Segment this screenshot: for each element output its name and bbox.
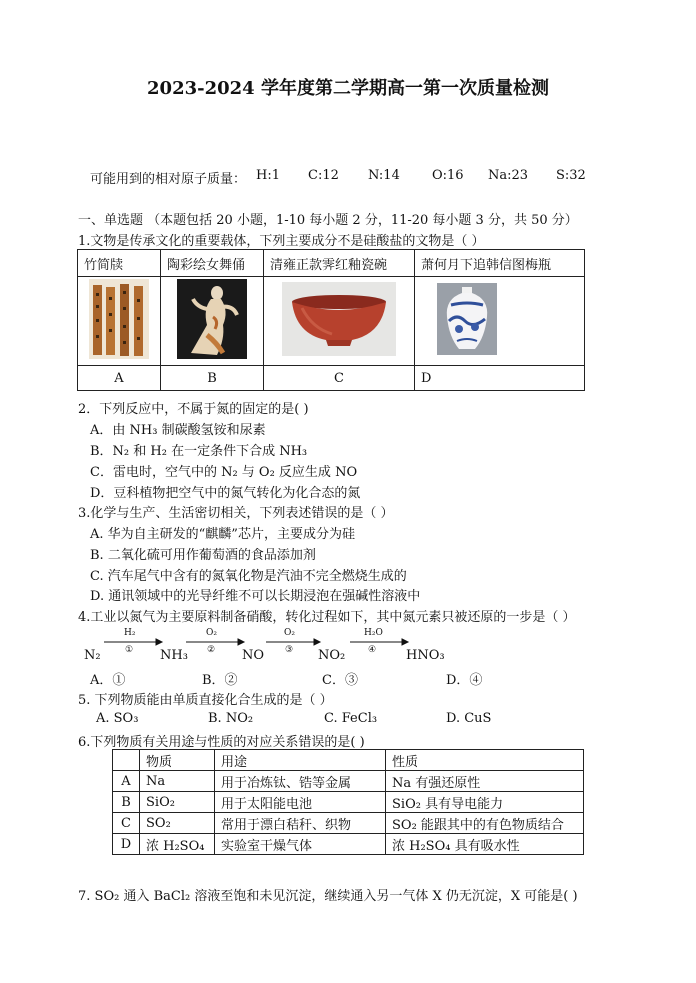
q3-option-b: B. 二氧化硫可用作葡萄酒的食品添加剂	[90, 548, 316, 563]
table-row	[113, 771, 584, 792]
q3-option-a: A. 华为自主研发的“麒麟”芯片，主要成分为硅	[90, 527, 355, 542]
q6-header-blank	[113, 750, 140, 771]
atomic-mass-s: S:32	[556, 168, 586, 183]
q4-option-c: C．③	[322, 673, 358, 688]
q6-row-c-label: C	[113, 813, 140, 834]
q1-label-c: C	[264, 366, 415, 391]
meiping-vase-image	[415, 277, 585, 366]
q4-reagent-o2-b: O₂	[284, 628, 295, 638]
q7-stem: 7. SO₂ 通入 BaCl₂ 溶液至饱和未见沉淀，继续通入另一气体 X 仍无沉淀，X 可能是( )	[78, 889, 578, 904]
q6-header-property: 性质	[386, 750, 584, 771]
q6-row-b-property: SiO₂ 具有导电能力	[386, 792, 584, 813]
q5-option-a: A. SO₃	[96, 711, 139, 726]
q1-label-b: B	[161, 366, 264, 391]
table-row	[113, 792, 584, 813]
atomic-mass-o: O:16	[432, 168, 464, 183]
q6-row-a-substance: Na	[140, 771, 215, 792]
q5-option-b: B. NO₂	[208, 711, 254, 726]
q6-row-b-substance: SiO₂	[140, 792, 215, 813]
q1-header-d: 萧何月下追韩信图梅瓶	[415, 250, 585, 277]
q1-header-c: 清雍正款霁红釉瓷碗	[264, 250, 415, 277]
q6-stem: 6.下列物质有关用途与性质的对应关系错误的是( )	[78, 735, 365, 750]
q2-option-c: C．雷电时，空气中的 N₂ 与 O₂ 反应生成 NO	[90, 465, 358, 480]
q1-header-b: 陶彩绘女舞俑	[161, 250, 264, 277]
q5-stem: 5. 下列物质能由单质直接化合生成的是（ ）	[78, 693, 333, 708]
q2-option-d: D．豆科植物把空气中的氮气转化为化合态的氮	[90, 486, 361, 501]
q6-header-use: 用途	[215, 750, 386, 771]
atomic-mass-na: Na:23	[488, 168, 529, 183]
q4-reagent-o2-a: O₂	[206, 628, 217, 638]
q6-row-a-use: 用于冶炼钛、锆等金属	[215, 771, 386, 792]
q2-option-a: A．由 NH₃ 制碳酸氢铵和尿素	[90, 423, 266, 438]
q5-option-d: D. CuS	[446, 711, 492, 726]
q1-label-d: D	[415, 366, 585, 391]
q1-label-a: A	[78, 366, 161, 391]
table-row	[113, 813, 584, 834]
q6-row-d-label: D	[113, 834, 140, 855]
q4-stem: 4.工业以氮气为主要原料制备硝酸，转化过程如下，其中氮元素只被还原的一步是（ ）	[78, 610, 576, 625]
atomic-mass-n: N:14	[368, 168, 400, 183]
q3-stem: 3.化学与生产、生活密切相关，下列表述错误的是（ ）	[78, 506, 394, 521]
q4-step-3: ③	[285, 645, 294, 655]
q4-step-2: ②	[207, 645, 216, 655]
q6-table	[112, 749, 584, 855]
q4-species-no2: NO₂	[318, 648, 346, 663]
q5-option-c: C. FeCl₃	[324, 711, 378, 726]
red-glaze-bowl-image	[264, 277, 415, 366]
q6-row-d-property: 浓 H₂SO₄ 具有吸水性	[386, 834, 584, 855]
q4-step-1: ①	[125, 645, 134, 655]
q1-table	[77, 249, 585, 391]
q4-species-hno3: HNO₃	[406, 648, 445, 663]
page-title: 2023-2024 学年度第二学期高一第一次质量检测	[147, 78, 549, 99]
q4-option-b: B．②	[202, 673, 238, 688]
q6-header-substance: 物质	[140, 750, 215, 771]
atomic-mass-h: H:1	[256, 168, 280, 183]
q4-species-no: NO	[242, 648, 265, 663]
q6-row-c-substance: SO₂	[140, 813, 215, 834]
q2-option-b: B．N₂ 和 H₂ 在一定条件下合成 NH₃	[90, 444, 308, 459]
q3-option-d: D. 通讯领域中的光导纤维不可以长期浸泡在强碱性溶液中	[90, 589, 421, 604]
pottery-dancer-image	[161, 277, 264, 366]
q1-header-a: 竹简牍	[78, 250, 161, 277]
q6-row-a-label: A	[113, 771, 140, 792]
q2-stem: 2．下列反应中，不属于氮的固定的是( )	[78, 402, 309, 417]
atomic-mass-c: C:12	[308, 168, 339, 183]
q6-row-b-label: B	[113, 792, 140, 813]
q6-row-b-use: 用于太阳能电池	[215, 792, 386, 813]
q6-row-d-use: 实验室干燥气体	[215, 834, 386, 855]
q6-row-a-property: Na 有强还原性	[386, 771, 584, 792]
section-heading: 一、单选题 （本题包括 20 小题，1-10 每小题 2 分，11-20 每小题 3 分，共 50 分）	[78, 213, 578, 228]
q6-row-d-substance: 浓 H₂SO₄	[140, 834, 215, 855]
q3-option-c: C. 汽车尾气中含有的氮氧化物是汽油不完全燃烧生成的	[90, 569, 407, 584]
q6-row-c-use: 常用于漂白秸秆、织物	[215, 813, 386, 834]
q4-option-d: D．④	[446, 673, 483, 688]
q4-species-n2: N₂	[84, 648, 101, 663]
q4-step-4: ④	[368, 645, 377, 655]
bamboo-slips-image	[78, 277, 161, 366]
q1-stem: 1.文物是传承文化的重要载体，下列主要成分不是硅酸盐的文物是（ ）	[78, 234, 485, 249]
q4-option-a: A．①	[90, 673, 126, 688]
q4-reagent-h2: H₂	[124, 628, 136, 638]
q6-row-c-property: SO₂ 能跟其中的有色物质结合	[386, 813, 584, 834]
q4-reagent-h2o: H₂O	[364, 628, 383, 638]
table-row	[113, 834, 584, 855]
atomic-mass-label: 可能用到的相对原子质量：	[90, 172, 247, 187]
q4-species-nh3: NH₃	[160, 648, 188, 663]
